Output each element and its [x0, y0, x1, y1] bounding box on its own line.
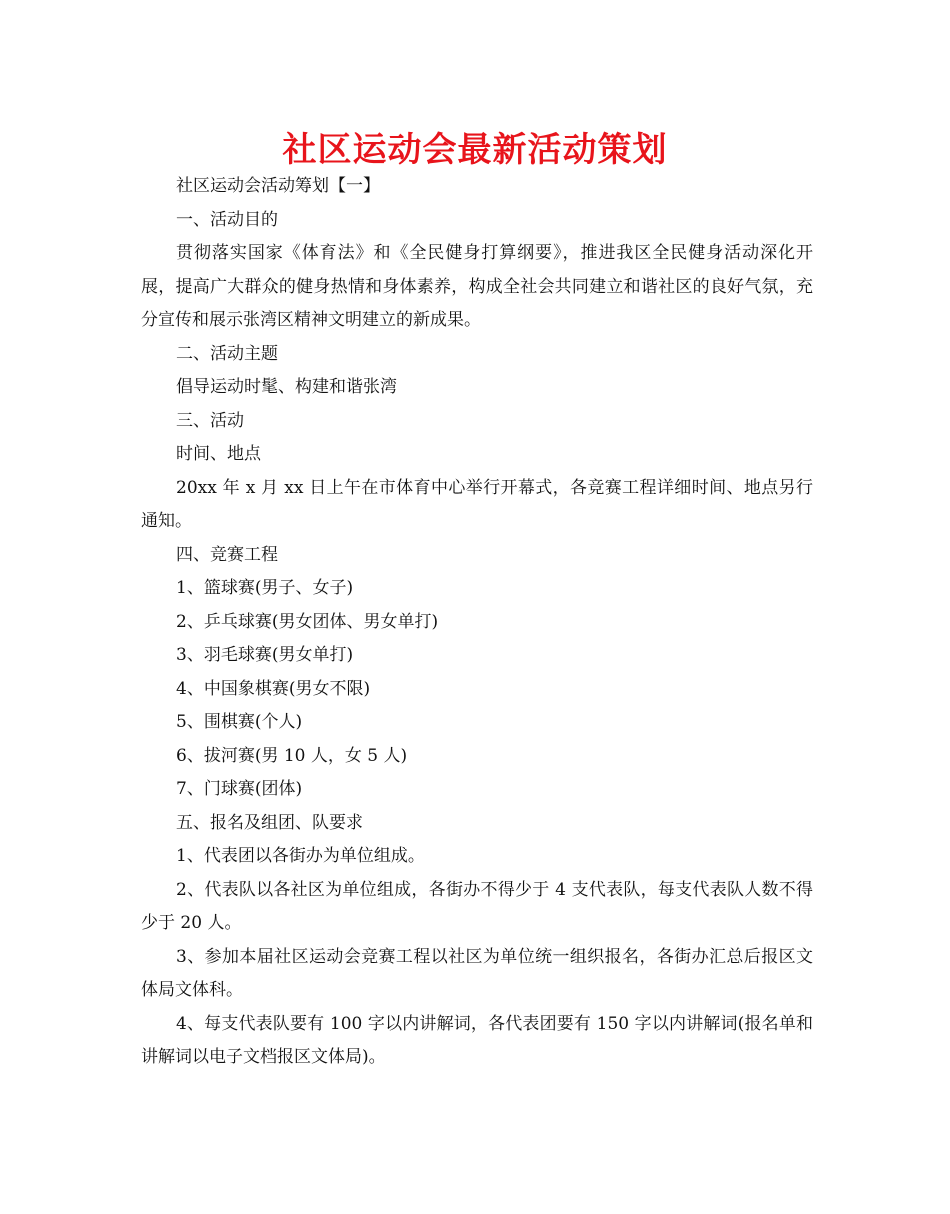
paragraph-section-events: 四、竞赛工程 [176, 544, 278, 565]
paragraph-section-purpose: 一、活动目的 [176, 209, 278, 230]
paragraph-section-activity: 三、活动 [176, 410, 244, 431]
document-body [141, 170, 813, 1075]
paragraph-theme-text: 倡导运动时髦、构建和谐张湾 [176, 377, 397, 397]
paragraph-purpose-text: 贯彻落实国家《体育法》和《全民健身打算纲要》，推进我区全民健身活动深化开展，提高广大群众的健身热情和身体素养，构成全社会共同建立和谐社区的良好气氛，充分宣传和展示张湾区精神文明建立的新成果。 [141, 243, 813, 330]
paragraph-section-theme: 二、活动主题 [176, 343, 278, 364]
paragraph-time-place-label: 时间、地点 [176, 444, 261, 464]
document-title: 社区运动会最新活动策划 [282, 130, 668, 170]
list-item-registration-1: 1、代表团以各街办为单位组成。 [176, 846, 425, 866]
list-item-event-basketball: 1、篮球赛(男子、女子) [176, 578, 354, 598]
paragraph-time-place-text: 20xx 年 x 月 xx 日上午在市体育中心举行开幕式，各竞赛工程详细时间、地点另行通知。 [141, 477, 813, 531]
list-item-event-badminton: 3、羽毛球赛(男女单打) [176, 645, 354, 665]
list-item-registration-4: 4、每支代表队要有 100 字以内讲解词，各代表团要有 150 字以内讲解词(报名单和讲解词以电子文档报区文体局)。 [141, 1013, 813, 1067]
list-item-event-chinese-chess: 4、中国象棋赛(男女不限) [176, 678, 371, 699]
list-item-event-go: 5、围棋赛(个人) [176, 712, 303, 732]
list-item-event-tug-of-war: 6、拔河赛(男 10 人，女 5 人) [176, 745, 408, 766]
list-item-registration-3: 3、参加本届社区运动会竞赛工程以社区为单位统一组织报名，各街办汇总后报区文体局文体科。 [141, 946, 813, 1000]
paragraph-section-registration: 五、报名及组团、队要求 [176, 812, 363, 833]
list-item-event-gateball: 7、门球赛(团体) [176, 779, 303, 799]
list-item-registration-2: 2、代表队以各社区为单位组成，各街办不得少于 4 支代表队，每支代表队人数不得少于 20 人。 [141, 879, 813, 933]
list-item-event-table-tennis: 2、乒乓球赛(男女团体、男女单打) [176, 611, 439, 632]
paragraph-plan-heading: 社区运动会活动筹划【一】 [176, 176, 380, 196]
